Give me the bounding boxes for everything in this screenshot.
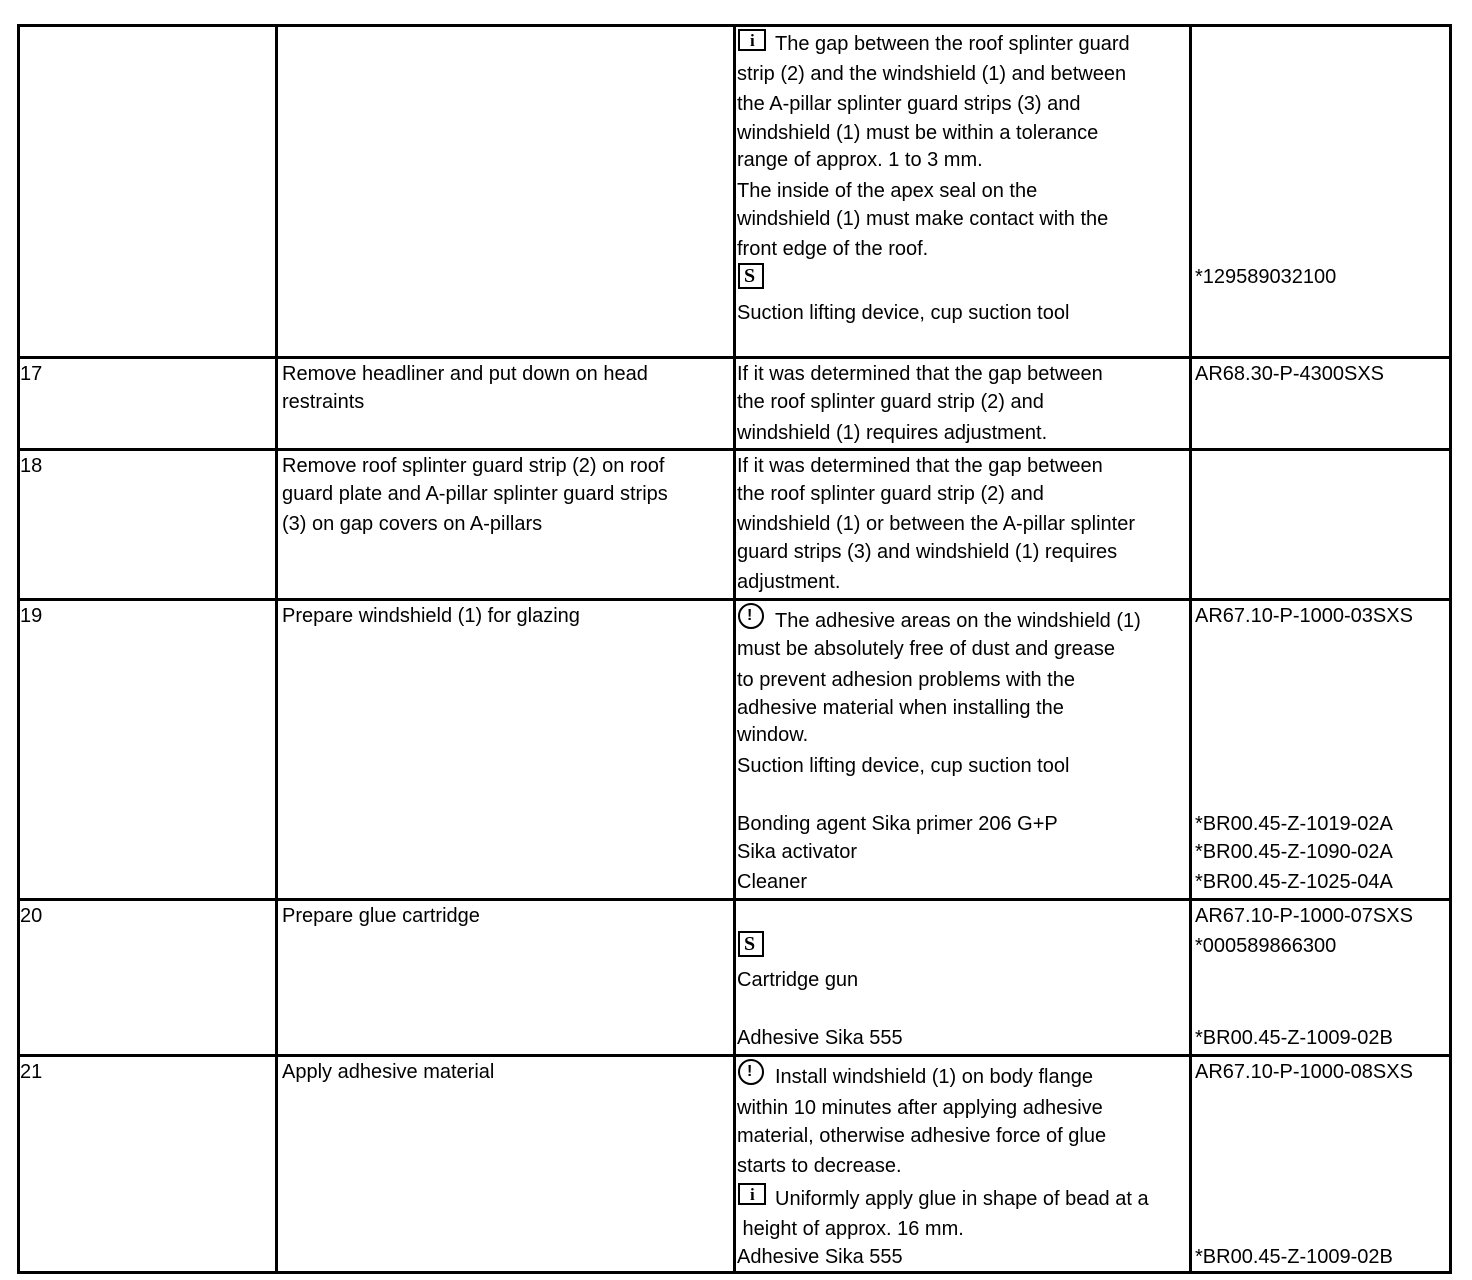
reference-code: *BR00.45-Z-1090-02A	[1195, 841, 1393, 863]
action-line: Prepare windshield (1) for glazing	[282, 605, 580, 627]
column-divider	[275, 27, 278, 1271]
note-line: window.	[737, 724, 809, 746]
note-line: within 10 minutes after applying adhesive	[737, 1097, 1103, 1119]
note-line: If it was determined that the gap between	[737, 455, 1103, 477]
note-line: front edge of the roof.	[737, 238, 929, 260]
note-line: adhesive material when installing the	[737, 697, 1064, 719]
material-name: Adhesive Sika 555	[737, 1027, 903, 1049]
info-icon: i	[738, 1183, 766, 1205]
row-divider	[20, 448, 1449, 451]
special-tool-icon: S	[738, 263, 764, 289]
reference-code: AR67.10-P-1000-07SXS	[1195, 905, 1413, 927]
reference-code: AR68.30-P-4300SXS	[1195, 363, 1385, 385]
note-line: Suction lifting device, cup suction tool	[737, 755, 1070, 777]
step-number: 21	[20, 1061, 43, 1083]
warning-icon: !	[738, 1059, 764, 1085]
step-number: 19	[20, 605, 43, 627]
action-line: (3) on gap covers on A-pillars	[282, 513, 543, 535]
material-name: Adhesive Sika 555	[737, 1246, 903, 1268]
info-icon: i	[738, 29, 766, 51]
step-number: 17	[20, 363, 43, 385]
row-divider	[20, 356, 1449, 359]
column-divider	[733, 27, 736, 1271]
reference-code: *BR00.45-Z-1019-02A	[1195, 813, 1393, 835]
note-line: material, otherwise adhesive force of glue	[737, 1125, 1107, 1147]
reference-code: *129589032100	[1195, 266, 1337, 288]
note-line: windshield (1) requires adjustment.	[737, 422, 1048, 444]
note-warning-text: The adhesive areas on the windshield (1)	[775, 610, 1141, 632]
material-name: Cleaner	[737, 871, 808, 893]
note-line: the A-pillar splinter guard strips (3) and	[737, 93, 1081, 115]
reference-code: AR67.10-P-1000-08SXS	[1195, 1061, 1413, 1083]
reference-code: *BR00.45-Z-1009-02B	[1195, 1027, 1393, 1049]
tool-name: Suction lifting device, cup suction tool	[737, 302, 1070, 324]
procedure-table	[17, 24, 1452, 1274]
note-line: windshield (1) must be within a tolerance	[737, 122, 1099, 144]
step-number: 20	[20, 905, 43, 927]
action-line: Prepare glue cartridge	[282, 905, 480, 927]
note-line: range of approx. 1 to 3 mm.	[737, 149, 983, 171]
note-line: starts to decrease.	[737, 1155, 902, 1177]
note-line: the roof splinter guard strip (2) and	[737, 483, 1044, 505]
reference-code: AR67.10-P-1000-03SXS	[1195, 605, 1413, 627]
row-divider	[20, 598, 1449, 601]
note-line: guard strips (3) and windshield (1) requires	[737, 541, 1118, 563]
reference-code: *BR00.45-Z-1009-02B	[1195, 1246, 1393, 1268]
note-line: must be absolutely free of dust and grease	[737, 638, 1116, 660]
special-tool-icon: S	[738, 931, 764, 957]
action-line: Apply adhesive material	[282, 1061, 495, 1083]
note-warning-text: Install windshield (1) on body flange	[775, 1066, 1093, 1088]
note-line: The inside of the apex seal on the	[737, 180, 1038, 202]
action-line: Remove roof splinter guard strip (2) on roof	[282, 455, 665, 477]
row-divider	[20, 898, 1449, 901]
note-line: to prevent adhesion problems with the	[737, 669, 1075, 691]
note-line: adjustment.	[737, 571, 841, 593]
warning-icon: !	[738, 603, 764, 629]
note-line: windshield (1) or between the A-pillar splinter	[737, 513, 1135, 535]
material-name: Sika activator	[737, 841, 858, 863]
note-line: height of approx. 16 mm.	[737, 1218, 964, 1240]
note-line: strip (2) and the windshield (1) and between	[737, 63, 1127, 85]
reference-code: *BR00.45-Z-1025-04A	[1195, 871, 1393, 893]
action-line: restraints	[282, 391, 365, 413]
note-info-text: Uniformly apply glue in shape of bead at a	[775, 1188, 1149, 1210]
action-line: guard plate and A-pillar splinter guard strips	[282, 483, 668, 505]
reference-code: *000589866300	[1195, 935, 1337, 957]
note-line: the roof splinter guard strip (2) and	[737, 391, 1044, 413]
material-name: Bonding agent Sika primer 206 G+P	[737, 813, 1058, 835]
column-divider	[1189, 27, 1192, 1271]
note-line: windshield (1) must make contact with the	[737, 208, 1109, 230]
row-divider	[20, 1054, 1449, 1057]
action-line: Remove headliner and put down on head	[282, 363, 648, 385]
step-number: 18	[20, 455, 43, 477]
tool-name: Cartridge gun	[737, 969, 859, 991]
note-info-text: The gap between the roof splinter guard	[775, 33, 1130, 55]
note-line: If it was determined that the gap between	[737, 363, 1103, 385]
